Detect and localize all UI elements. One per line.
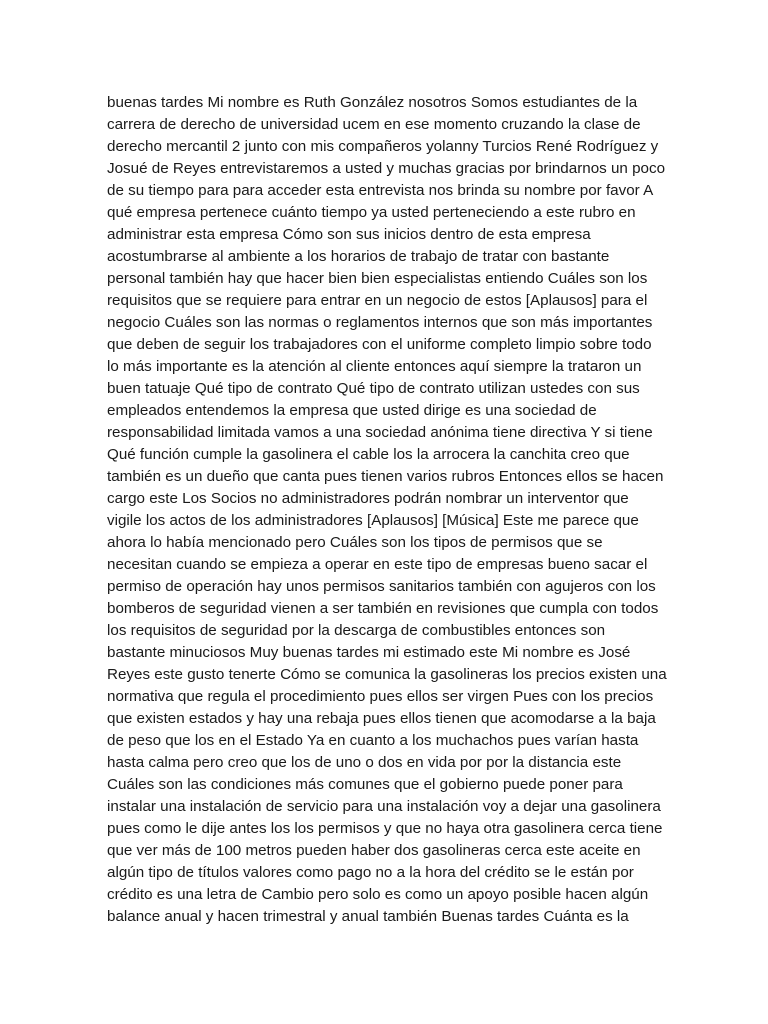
text-line: qué empresa pertenece cuánto tiempo ya usted perteneciendo a este rubro en (107, 204, 636, 221)
text-line: vigile los actos de los administradores [Aplausos] [Música] Este me parece que (107, 512, 639, 529)
text-line: Josué de Reyes entrevistaremos a usted y muchas gracias por brindarnos un poco (107, 160, 666, 177)
text-line: Qué función cumple la gasolinera el cable los la arrocera la canchita creo que (107, 446, 630, 463)
text-line: de peso que los en el Estado Ya en cuanto a los muchachos pues varían hasta (107, 732, 639, 749)
text-line: cargo este Los Socios no administradores podrán nombrar un interventor que (107, 490, 629, 507)
text-line: buen tatuaje Qué tipo de contrato Qué tipo de contrato utilizan ustedes con sus (107, 380, 640, 397)
text-line: derecho mercantil 2 junto con mis compañeros yolanny Turcios René Rodríguez y (107, 138, 659, 155)
text-line: instalar una instalación de servicio para una instalación voy a dejar una gasolinera (107, 798, 661, 815)
text-line: Cuáles son las condiciones más comunes que el gobierno puede poner para (107, 776, 623, 793)
text-line: normativa que regula el procedimiento pues ellos ser virgen Pues con los precios (107, 688, 654, 705)
text-line: personal también hay que hacer bien bien especialistas entiendo Cuáles son los (107, 270, 648, 287)
text-line: responsabilidad limitada vamos a una sociedad anónima tiene directiva Y si tiene (107, 424, 653, 441)
text-line: necesitan cuando se empieza a operar en este tipo de empresas bueno sacar el (107, 556, 648, 573)
text-line: carrera de derecho de universidad ucem en ese momento cruzando la clase de (107, 116, 641, 133)
text-line: que ver más de 100 metros pueden haber dos gasolineras cerca este aceite en (107, 842, 641, 859)
text-line: algún tipo de títulos valores como pago no a la hora del crédito se le están por (107, 864, 634, 881)
text-line: de su tiempo para para acceder esta entrevista nos brinda su nombre por favor A (107, 182, 654, 199)
text-line: acostumbrarse al ambiente a los horarios de trabajo de tratar con bastante (107, 248, 610, 265)
text-line: los requisitos de seguridad por la descarga de combustibles entonces son (107, 622, 606, 639)
text-line: bastante minuciosos Muy buenas tardes mi estimado este Mi nombre es José (107, 644, 631, 661)
text-line: que deben de seguir los trabajadores con el uniforme completo limpio sobre todo (107, 336, 652, 353)
text-line: que existen estados y hay una rebaja pues ellos tienen que acomodarse a la baja (107, 710, 656, 727)
text-line: requisitos que se requiere para entrar en un negocio de estos [Aplausos] para el (107, 292, 648, 309)
text-line: empleados entendemos la empresa que usted dirige es una sociedad de (107, 402, 597, 419)
text-line: hasta calma pero creo que los de uno o dos en vida por por la distancia este (107, 754, 622, 771)
transcript-text (107, 92, 667, 928)
text-line: bomberos de seguridad vienen a ser también en revisiones que cumpla con todos (107, 600, 659, 617)
text-line: balance anual y hacen trimestral y anual también Buenas tardes Cuánta es la (107, 908, 629, 925)
text-line: también es un dueño que canta pues tienen varios rubros Entonces ellos se hacen (107, 468, 664, 485)
text-line: administrar esta empresa Cómo son sus inicios dentro de esta empresa (107, 226, 591, 243)
text-line: pues como le dije antes los los permisos y que no haya otra gasolinera cerca tiene (107, 820, 663, 837)
text-line: ahora lo había mencionado pero Cuáles son los tipos de permisos que se (107, 534, 603, 551)
text-line: permiso de operación hay unos permisos sanitarios también con agujeros con los (107, 578, 656, 595)
text-line: Reyes este gusto tenerte Cómo se comunica la gasolineras los precios existen una (107, 666, 667, 683)
text-line: negocio Cuáles son las normas o reglamentos internos que son más importantes (107, 314, 653, 331)
text-line: crédito es una letra de Cambio pero solo es como un apoyo posible hacen algún (107, 886, 649, 903)
text-line: buenas tardes Mi nombre es Ruth González nosotros Somos estudiantes de la (107, 94, 638, 111)
text-line: lo más importante es la atención al cliente entonces aquí siempre la trataron un (107, 358, 642, 375)
